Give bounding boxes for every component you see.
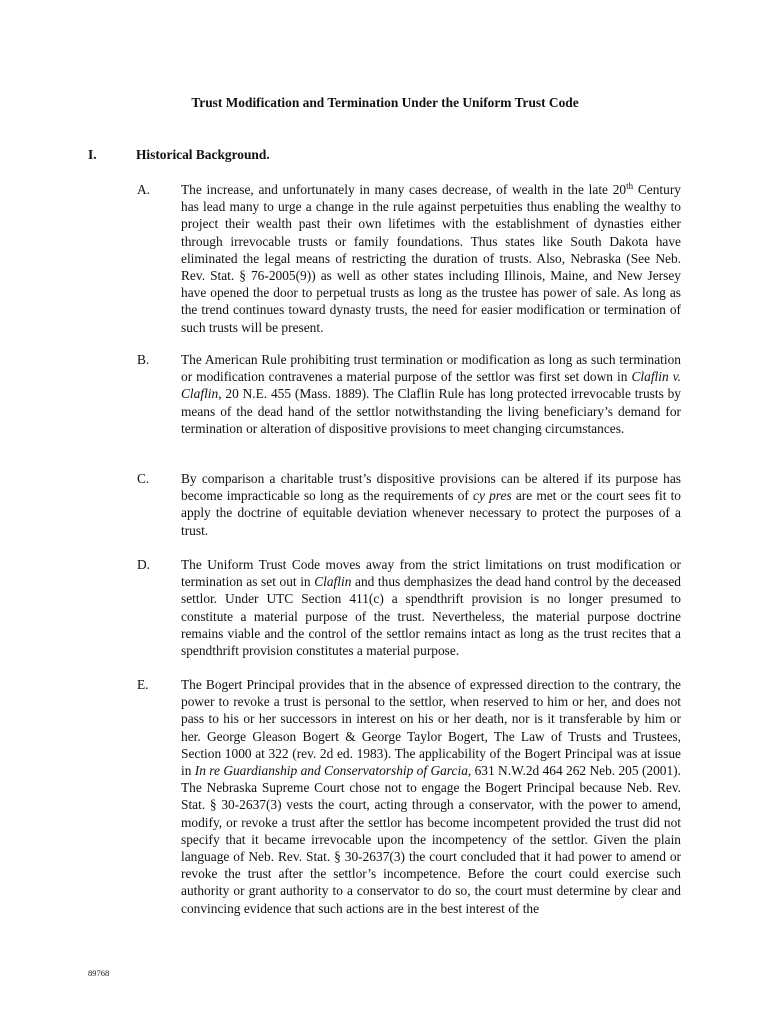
case-citation: cy pres xyxy=(473,488,512,504)
text-run: The Bogert Principal provides that in the absence of expressed direction to the contrary, the power to revoke a trust is personal to the settlor, when reserved to him or her, and does not pass to his or her successors in interest on his or her death, nor is it transferable by him or her. George Gleason Bogert & George Taylor Bogert, The Law of Trusts and Trustees, Section 1000 at 322 (rev. 2d ed. 1983). The applicability of the Bogert Principal was at issue in xyxy=(181,677,681,779)
paragraph-letter: E. xyxy=(137,677,149,692)
text-run: The American Rule prohibiting trust termination or modification as long as such termination or modification contravenes a material purpose of the settlor was first set down in xyxy=(181,352,681,385)
paragraph-text xyxy=(181,470,681,539)
text-run: and thus demphasizes the dead hand control by the deceased settlor. Under UTC Section 411(c) a spendthrift provision is no longer presumed to constitute a material purpose of the trust. Nevertheless, the material purpose doctrine remains viable and the control of the settlor remains intact as long as the trust recites that a spendthrift provision constitutes a material purpose. xyxy=(181,574,681,659)
paragraph-letter: B. xyxy=(137,352,150,367)
case-citation: Claflin xyxy=(314,574,352,590)
text-run: The increase, and unfortunately in many cases decrease, of wealth in the late 20 xyxy=(181,182,627,197)
case-citation: In re Guardianship and Conservatorship of Garcia xyxy=(194,763,468,779)
text-run: , 631 N.W.2d 464 262 Neb. 205 (2001). The Nebraska Supreme Court chose not to engage the Bogert Principal because Neb. Rev. Stat. § 30-2637(3) vests the court, acting through a conservator, with the power to amend, modify, or revoke a trust after the settlor has become incompetent provided the trust did not specify that it became irrevocable upon the incompetency of the settlor. Given the plain language of Neb. Rev. Stat. § 30-2637(3) the court concluded that it had power to amend or revoke the trust after the settlor’s incompetence. Before the court could exercise such authority or grant authority to a conservator to do so, the court must determine by clear and convincing evidence that such actions are in the best interest of the xyxy=(181,763,681,916)
paragraph-text xyxy=(181,351,681,437)
text-run: Century has lead many to urge a change in the rule against perpetuities thus enabling the wealthy to project their wealth past their own lifetimes with the establishment of dynasties either through irrevocable trusts or family foundations. Thus states like South Dakota have eliminated the legal means of restricting the duration of trusts. Also, Nebraska (See Neb. Rev. Stat. § 76-2005(9)) as well as other states including Illinois, Maine, and New Jersey have opened the door to perpetual trusts as long as the trustee has power of sale. As long as the trend continues toward dynasty trusts, the need for easier modification or termination of such trusts will be present. xyxy=(181,182,681,335)
text-run: , 20 N.E. 455 (Mass. 1889). The Claflin Rule has long protected irrevocable trusts by means of the dead hand of the settlor notwithstanding the living beneficiary’s demand for termination or alteration of dispositive provisions to meet changing circumstances. xyxy=(181,386,681,436)
footer-document-code: 89768 xyxy=(88,968,110,978)
case-citation: Claflin v. Claflin xyxy=(181,369,681,402)
document-title: Trust Modification and Termination Under the Uniform Trust Code xyxy=(191,95,579,110)
text-run: By comparison a charitable trust’s dispositive provisions can be altered if its purpose has become impracticable so long as the requirements of xyxy=(181,471,681,504)
ordinal-suffix: th xyxy=(626,181,634,191)
paragraph-letter: A. xyxy=(137,182,151,197)
text-run: The Uniform Trust Code moves away from the strict limitations on trust modification or termination as set out in xyxy=(181,557,681,590)
paragraph-text xyxy=(181,676,681,917)
section-title: Historical Background. xyxy=(136,147,270,162)
paragraph-letter: C. xyxy=(137,471,150,486)
paragraph-text xyxy=(181,181,681,336)
paragraph-text xyxy=(181,556,681,659)
paragraph-letter: D. xyxy=(137,557,151,572)
text-run: are met or the court sees fit to apply the doctrine of equitable deviation whenever necessary to protect the purposes of a trust. xyxy=(181,488,681,538)
section-number: I. xyxy=(88,147,97,162)
